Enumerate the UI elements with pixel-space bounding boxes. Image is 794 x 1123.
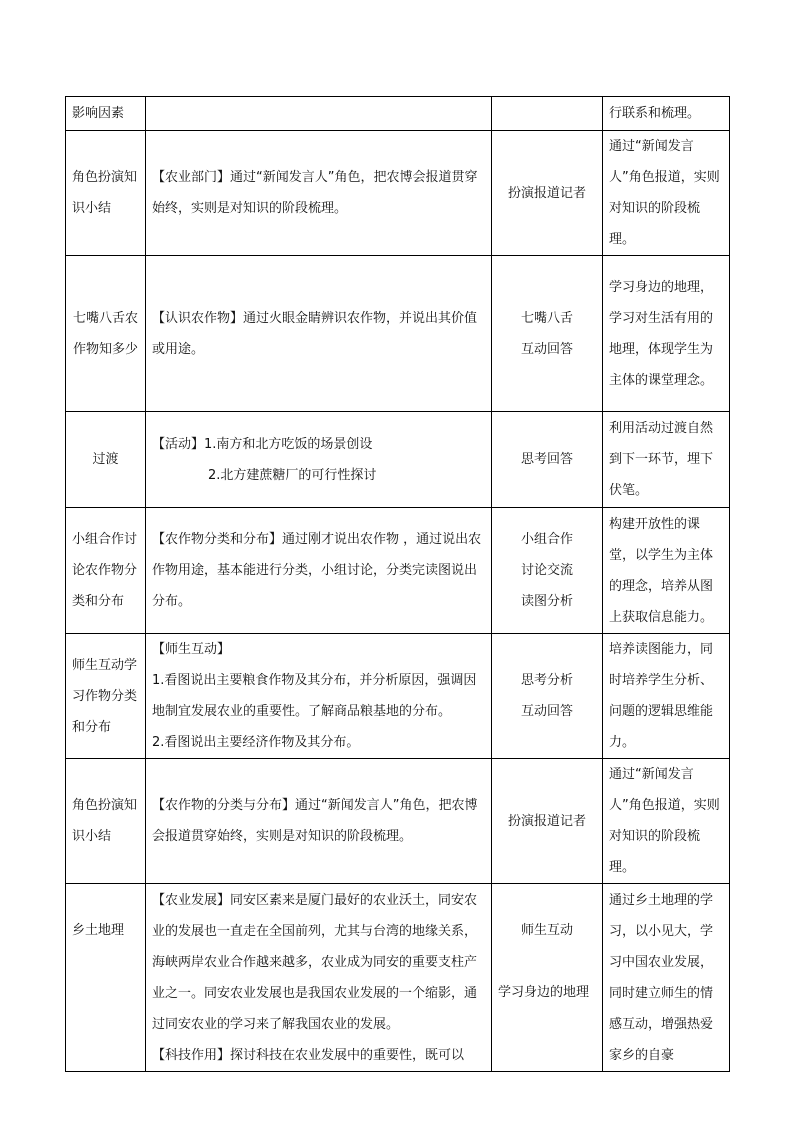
activity-cell bbox=[492, 97, 603, 131]
activity-cell bbox=[492, 256, 603, 412]
activity-cell: 思考回答 bbox=[492, 412, 603, 508]
lesson-plan-table bbox=[65, 96, 730, 1072]
purpose-cell: 学习身边的地理，学习对生活有用的地理，体现学生为主体的课堂理念。 bbox=[603, 256, 730, 412]
content-cell bbox=[146, 97, 492, 131]
content-cell: 【农作物的分类与分布】通过“新闻发言人”角色，把农博会报道贯穿始终，实则是对知识的阶段梳理。 bbox=[146, 759, 492, 884]
content-line: 【活动】1.南方和北方吃饭的场景创设 bbox=[152, 436, 373, 452]
activity-cell bbox=[492, 634, 603, 759]
content-cell bbox=[146, 634, 492, 759]
table-row bbox=[66, 131, 730, 256]
stage-cell: 师生互动学习作物分类和分布 bbox=[66, 634, 146, 759]
stage-cell: 角色扮演知识小结 bbox=[66, 131, 146, 256]
table-row bbox=[66, 759, 730, 884]
purpose-cell: 利用活动过渡自然到下一环节，埋下伏笔。 bbox=[603, 412, 730, 508]
stage-cell: 影响因素 bbox=[66, 97, 146, 131]
table-row bbox=[66, 256, 730, 412]
activity-cell bbox=[492, 508, 603, 634]
content-cell bbox=[146, 884, 492, 1072]
purpose-cell: 行联系和梳理。 bbox=[603, 97, 730, 131]
table-row bbox=[66, 412, 730, 508]
content-line: 2.北方建蔗糖厂的可行性探讨 bbox=[208, 467, 377, 483]
purpose-cell: 构建开放性的课堂，以学生为主体的理念，培养从图上获取信息能力。 bbox=[603, 508, 730, 634]
purpose-cell: 通过乡土地理的学习，以小见大，学习中国农业发展，同时建立师生的情感互动，增强热爱家乡的自豪 bbox=[603, 884, 730, 1072]
content-cell: 【认识农作物】通过火眼金睛辨识农作物，并说出其价值或用途。 bbox=[146, 256, 492, 412]
table-row bbox=[66, 884, 730, 1072]
content-line: 1.看图说出主要粮食作物及其分布，并分析原因，强调因地制宜发展农业的重要性。了解商品粮基地的分布。 bbox=[152, 673, 477, 719]
content-cell bbox=[146, 412, 492, 508]
content-line: 2.看图说出主要经济作物及其分布。 bbox=[152, 735, 360, 750]
activity-line: 互动回答 bbox=[520, 704, 573, 719]
table-row bbox=[66, 508, 730, 634]
activity-line: 七嘴八舌 bbox=[520, 310, 573, 326]
activity-cell: 扮演报道记者 bbox=[492, 759, 603, 884]
activity-line: 互动回答 bbox=[520, 341, 573, 357]
activity-line: 师生互动 bbox=[520, 923, 573, 938]
purpose-cell: 通过“新闻发言人”角色报道，实则对知识的阶段梳理。 bbox=[603, 759, 730, 884]
activity-cell bbox=[492, 884, 603, 1072]
content-cell: 【农业部门】通过“新闻发言人”角色，把农博会报道贯穿始终，实则是对知识的阶段梳理。 bbox=[146, 131, 492, 256]
stage-cell: 七嘴八舌农作物知多少 bbox=[66, 256, 146, 412]
activity-line: 讨论交流 bbox=[520, 563, 573, 578]
activity-line: 学习身边的地理 bbox=[498, 985, 590, 1000]
content-line: 【师生互动】 bbox=[152, 642, 231, 657]
activity-line: 思考分析 bbox=[520, 673, 573, 688]
stage-cell: 过渡 bbox=[66, 412, 146, 508]
content-line: 【农业发展】同安区素来是厦门最好的农业沃土，同安农业的发展也一直走在全国前列，尤其与台湾的地缘关系，海峡两岸农业合作越来越多，农业成为同安的重要支柱产业之一。同安农业发展也是我国农业发展的一个缩影，通过同安农业的学习来了解我国农业的发展。 bbox=[152, 892, 478, 1032]
content-cell: 【农作物分类和分布】通过刚才说出农作物 ，通过说出农作物用途，基本能进行分类，小组讨论，分类完读图说出分布。 bbox=[146, 508, 492, 634]
spacer bbox=[498, 946, 596, 977]
stage-cell: 角色扮演知识小结 bbox=[66, 759, 146, 884]
stage-cell: 乡土地理 bbox=[66, 884, 146, 1072]
purpose-cell: 通过“新闻发言人”角色报道，实则对知识的阶段梳理。 bbox=[603, 131, 730, 256]
table-row bbox=[66, 634, 730, 759]
purpose-cell: 培养读图能力，同时培养学生分析、问题的逻辑思维能力。 bbox=[603, 634, 730, 759]
activity-line: 小组合作 bbox=[520, 532, 573, 547]
stage-cell: 小组合作讨论农作物分类和分布 bbox=[66, 508, 146, 634]
activity-line: 读图分析 bbox=[520, 594, 573, 609]
activity-cell: 扮演报道记者 bbox=[492, 131, 603, 256]
content-line: 【科技作用】探讨科技在农业发展中的重要性，既可以 bbox=[152, 1047, 465, 1063]
table-row bbox=[66, 97, 730, 131]
